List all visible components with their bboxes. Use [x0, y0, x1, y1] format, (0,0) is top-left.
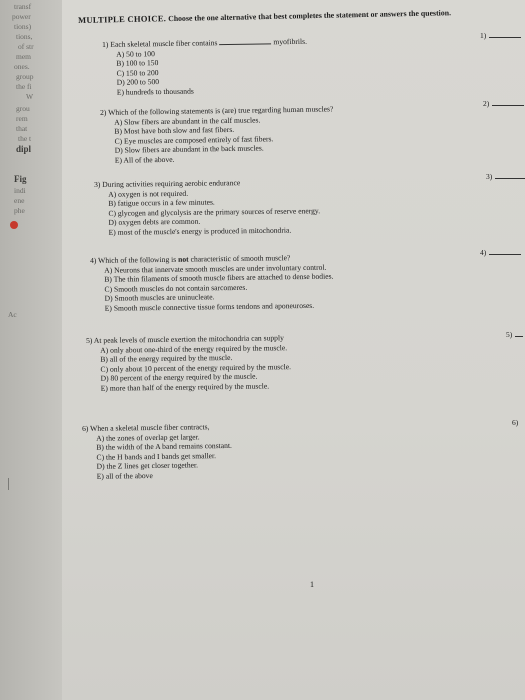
back-fragment: tions): [14, 22, 32, 31]
answer-line-6[interactable]: 6): [512, 418, 519, 427]
option: B) fatigue occurs in a few minutes.: [108, 197, 215, 209]
answer-blank[interactable]: [492, 105, 524, 106]
back-fragment: phe: [14, 206, 25, 215]
option: C) 150 to 200: [116, 67, 159, 78]
instruction-text: Choose the one alternative that best completes the statement or answers the question.: [168, 8, 452, 24]
answer-line-2[interactable]: 2): [483, 99, 524, 108]
back-fragment: mem: [16, 52, 31, 61]
question-stem: 4) Which of the following is not characteristic of smooth muscle?: [90, 253, 291, 265]
option: E) more than half of the energy required by the muscle.: [100, 381, 270, 393]
answer-line-5[interactable]: 5): [506, 330, 523, 339]
back-fragment: Fig: [14, 174, 27, 184]
option: B) the width of the A band remains constant.: [96, 441, 232, 452]
option: A) Slow fibers are abundant in the calf muscles.: [114, 115, 261, 127]
question-stem: 5) At peak levels of muscle exertion the mitochondria can supply: [86, 333, 284, 345]
margin-mark: [8, 478, 9, 490]
back-fragment: power: [12, 12, 31, 21]
option: C) only about 10 percent of the energy required by the muscle.: [100, 361, 292, 374]
option: D) Smooth muscles are uninucleate.: [104, 292, 215, 304]
option: C) the H bands and I bands get smaller.: [96, 450, 217, 462]
option: E) All of the above.: [114, 154, 175, 165]
red-dot: [10, 221, 18, 229]
multiple-choice-label: MULTIPLE CHOICE.: [78, 13, 167, 25]
fill-in-blank: [219, 43, 271, 45]
option: B) all of the energy required by the muscle.: [100, 353, 233, 364]
answer-blank[interactable]: [515, 336, 523, 337]
question-2: [100, 104, 334, 165]
back-page-bleedthrough: [0, 0, 60, 700]
question-1: [102, 37, 308, 98]
answer-blank[interactable]: [489, 254, 521, 255]
option: D) oxygen debts are common.: [108, 217, 201, 228]
option: C) Eye muscles are composed entirely of fast fibers.: [114, 134, 274, 146]
answer-line-1[interactable]: 1): [480, 31, 521, 40]
question-stem: 3) During activities requiring aerobic endurance: [94, 178, 241, 189]
option: C) glycogen and glycolysis are the primary sources of reserve energy.: [108, 206, 321, 218]
option: B) Most have both slow and fast fibers.: [114, 125, 235, 136]
section-header: [78, 7, 451, 25]
page-number: 1: [310, 580, 314, 589]
back-fragment: group: [16, 72, 34, 81]
back-fragment: grou: [16, 104, 30, 113]
option: A) 50 to 100: [116, 48, 155, 59]
option: B) 100 to 150: [116, 58, 159, 68]
question-5: [86, 333, 291, 393]
answer-blank[interactable]: [489, 37, 521, 38]
option: E) most of the muscle's energy is produced in mitochondria.: [108, 225, 292, 237]
option: D) 200 to 500: [116, 77, 160, 88]
option: C) Smooth muscles do not contain sarcomeres.: [104, 282, 248, 294]
option: D) the Z lines get closer together.: [96, 460, 199, 472]
back-fragment: of str: [18, 42, 34, 51]
option: E) Smooth muscle connective tissue forms tendons and aponeuroses.: [104, 300, 315, 313]
back-fragment: dipl: [16, 144, 32, 154]
answer-blank[interactable]: [495, 178, 525, 179]
worksheet-page: [62, 0, 525, 700]
question-3: [94, 177, 320, 237]
option: E) hundreds to thousands: [116, 86, 194, 97]
back-fragment: ene: [14, 196, 25, 205]
back-fragment: transf: [14, 2, 32, 11]
back-fragment: Ac: [8, 310, 17, 319]
option: A) oxygen is not required.: [108, 188, 189, 199]
back-fragment: rem: [16, 114, 28, 123]
question-4: [90, 253, 334, 314]
option: B) The thin filaments of smooth muscle fibers are attached to dense bodies.: [104, 271, 334, 284]
back-fragment: the t: [18, 134, 32, 143]
back-fragment: the fi: [16, 82, 32, 91]
emphasis-not: not: [178, 254, 189, 264]
back-fragment: tions,: [16, 32, 33, 41]
back-fragment: ones.: [14, 62, 30, 71]
option: A) only about one-third of the energy required by the muscle.: [100, 342, 288, 355]
back-fragment: W: [26, 92, 34, 101]
option: A) Neurons that innervate smooth muscles are under involuntary control.: [104, 262, 327, 275]
question-stem: 6) When a skeletal muscle fiber contracts,: [82, 422, 210, 433]
back-fragment: indi: [14, 186, 26, 195]
question-stem: 1) Each skeletal muscle fiber contains myofibrils.: [102, 36, 308, 49]
back-fragment: that: [16, 124, 28, 133]
option: A) the zones of overlap get larger.: [96, 431, 200, 443]
option: E) all of the above: [96, 470, 153, 481]
answer-line-4[interactable]: 4): [480, 248, 521, 257]
option: D) Slow fibers are abundant in the back muscles.: [114, 143, 264, 156]
question-stem: 2) Which of the following statements is (are) true regarding human muscles?: [100, 104, 334, 117]
question-6: [82, 422, 232, 482]
answer-line-3[interactable]: 3): [486, 172, 525, 181]
option: D) 80 percent of the energy required by the muscle.: [100, 371, 258, 384]
